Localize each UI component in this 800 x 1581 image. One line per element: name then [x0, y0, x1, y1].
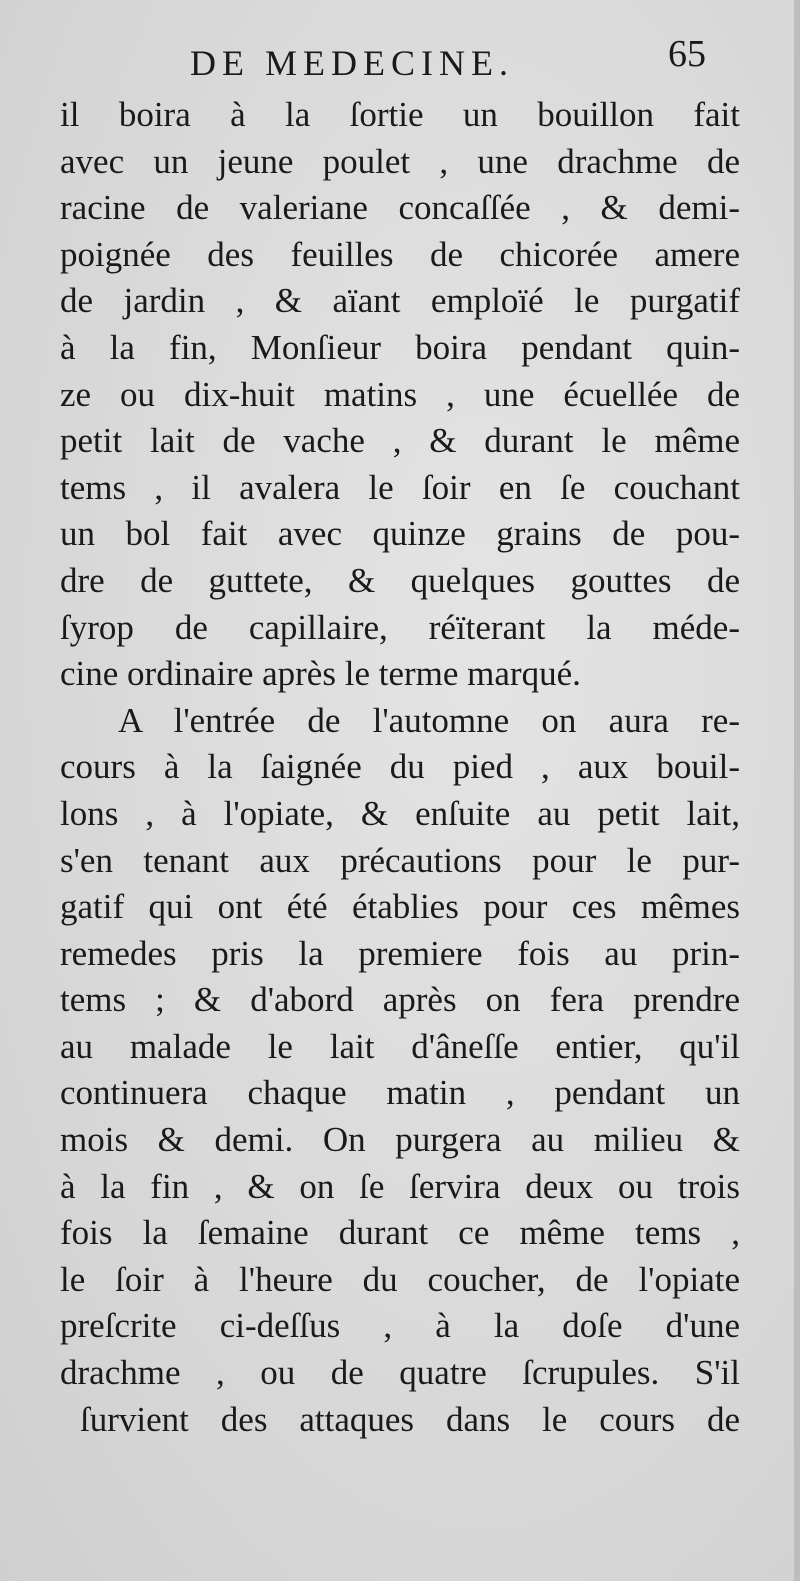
text-line: avec un jeune poulet , une drachme de [60, 141, 740, 181]
text-line: un bol fait avec quinze grains de pou- [60, 514, 740, 554]
text-line: dre de guttete, & quelques gouttes de [60, 560, 740, 600]
paragraph-start-line: A l'entrée de l'automne on aura re- [118, 700, 740, 740]
body-text [60, 92, 740, 1443]
page-number: 65 [668, 33, 706, 75]
text-line: tems , il avalera le ſoir en ſe couchant [60, 467, 740, 507]
text-line: ſyrop de capillaire, réïterant la méde- [60, 607, 740, 647]
text-line: remedes pris la premiere fois au prin- [60, 933, 740, 973]
text-line: le ſoir à l'heure du coucher, de l'opiate [60, 1259, 740, 1299]
text-line: au malade le lait d'âneſſe entier, qu'il [60, 1026, 740, 1066]
text-line: fois la ſemaine durant ce même tems , [60, 1213, 740, 1253]
text-line: à la fin, Monſieur boira pendant quin- [60, 327, 740, 367]
page-edge [794, 0, 800, 1581]
text-line: cine ordinaire après le terme marqué. [60, 654, 581, 694]
text-line: tems ; & d'abord après on fera prendre [60, 980, 740, 1020]
text-line: drachme , ou de quatre ſcrupules. S'il [60, 1353, 740, 1393]
text-line: preſcrite ci-deſſus , à la doſe d'une [60, 1306, 740, 1346]
text-line: de jardin , & aïant emploïé le purgatif [60, 281, 740, 321]
text-line: il boira à la ſortie un bouillon fait [60, 95, 740, 134]
text-line: s'en tenant aux précautions pour le pur- [60, 840, 740, 880]
text-line: gatif qui ont été établies pour ces mêmes [60, 887, 740, 927]
text-line: mois & demi. On purgera au milieu & [60, 1120, 740, 1160]
text-line: cours à la ſaignée du pied , aux bouil- [60, 747, 740, 787]
text-line: poignée des feuilles de chicorée amere [60, 234, 740, 274]
text-line: racine de valeriane concaſſée , & demi- [60, 188, 740, 228]
text-line: lons , à l'opiate, & enſuite au petit lait, [60, 793, 740, 833]
text-line: à la fin , & on ſe ſervira deux ou trois [60, 1166, 740, 1206]
text-line: continuera chaque matin , pendant un [60, 1073, 740, 1113]
text-line: ze ou dix-huit matins , une écuellée de [60, 374, 740, 414]
catchline: ſurvient des attaques dans le cours de [80, 1399, 740, 1439]
running-head: DE MEDECINE. [190, 43, 514, 83]
text-line: petit lait de vache , & durant le même [60, 421, 740, 461]
